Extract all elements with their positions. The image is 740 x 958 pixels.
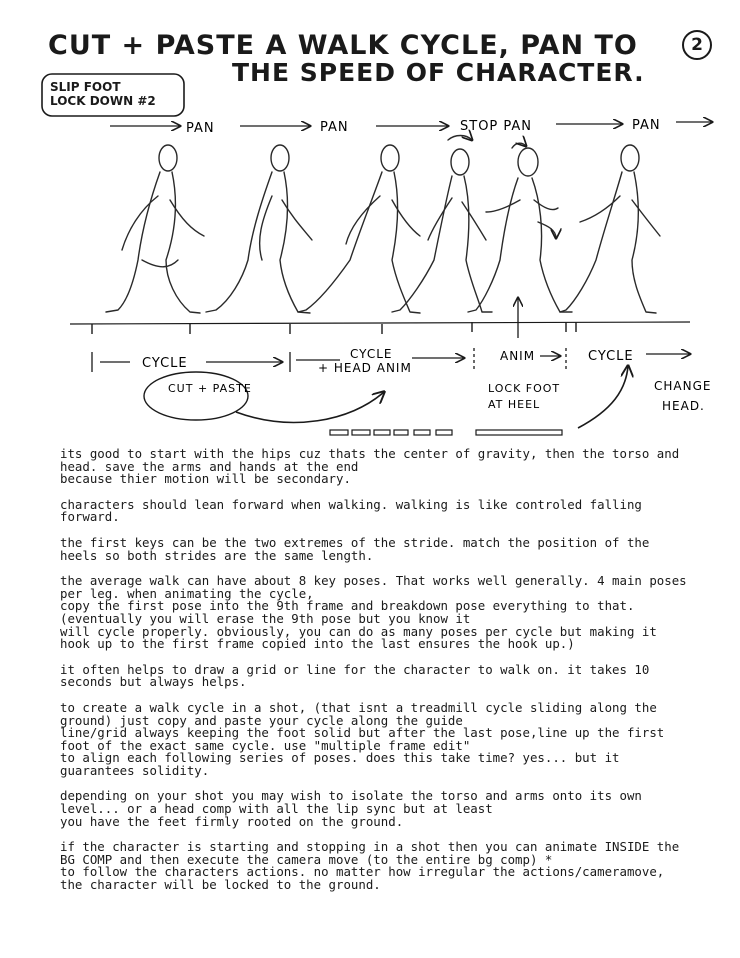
note-paragraph — [60, 841, 700, 891]
pan-label-4: PAN — [632, 118, 661, 133]
note-line: per leg. when animating the cycle, — [60, 585, 314, 601]
walk-figure-1 — [106, 145, 204, 313]
note-line: copy the first pose into the 9th frame and breakdown pose everything to that. — [60, 598, 635, 614]
walk-figure-3 — [298, 145, 420, 313]
note-line: head. save the arms and hands at the end — [60, 458, 359, 474]
note-line: line/grid always keeping the foot solid but after the last pose,line up the first — [60, 725, 665, 741]
note-line: heels so both strides are the same length. — [60, 547, 374, 563]
change-head-line-1: CHANGE — [654, 379, 712, 393]
segment-cycle-2: CYCLE — [350, 347, 393, 361]
lock-foot-line-2: AT HEEL — [488, 398, 541, 411]
walk-figure-2 — [206, 145, 312, 313]
walk-cycle-sketch — [0, 100, 740, 445]
tag-line-2: LOCK DOWN #2 — [50, 94, 156, 108]
walk-figure-5 — [468, 143, 572, 312]
note-line: the character will be locked to the ground. — [60, 877, 381, 893]
change-head-line-2: HEAD. — [662, 399, 705, 413]
segment-anim: ANIM — [500, 349, 536, 363]
note-paragraph — [60, 534, 700, 563]
pan-label-1: PAN — [186, 121, 215, 136]
note-line: forward. — [60, 509, 120, 525]
walk-figure-6 — [560, 145, 660, 313]
segment-cycle-1: CYCLE — [142, 356, 188, 371]
note-line: the first keys can be the two extremes of the stride. match the position of the — [60, 534, 650, 550]
note-line: guarantees solidity. — [60, 762, 210, 778]
tag-line-1: SLIP FOOT — [50, 80, 121, 94]
cut-paste-label: CUT + PASTE — [168, 382, 252, 395]
note-line: the average walk can have about 8 key poses. That works well generally. 4 main poses — [60, 573, 687, 589]
page-number: 2 — [682, 30, 712, 60]
note-line: depending on your shot you may wish to isolate the torso and arms onto its own — [60, 788, 642, 804]
page-title-line-2: THE SPEED OF CHARACTER. — [232, 58, 645, 87]
note-paragraph — [60, 661, 700, 690]
lock-foot-line-1: LOCK FOOT — [488, 382, 561, 395]
note-line: to create a walk cycle in a shot, (that isnt a treadmill cycle sliding along the — [60, 699, 657, 715]
pan-label-2: PAN — [320, 120, 349, 135]
notes-body — [60, 448, 700, 905]
note-line: characters should lean forward when walking. walking is like controled falling — [60, 496, 642, 512]
note-line: because thier motion will be secondary. — [60, 471, 351, 487]
page-title-line-1: CUT + PASTE A WALK CYCLE, PAN TO — [48, 30, 638, 61]
note-line: BG COMP and then execute the camera move (to the entire bg comp) * — [60, 851, 553, 867]
note-line: hook up to the first frame copied into the last ensures the hook up.) — [60, 636, 575, 652]
note-line: you have the feet firmly rooted on the ground. — [60, 813, 404, 829]
note-paragraph — [60, 448, 700, 486]
note-line: foot of the exact same cycle. use "multiple frame edit" — [60, 737, 471, 753]
note-line: seconds but always helps. — [60, 674, 247, 690]
note-paragraph — [60, 575, 700, 651]
note-paragraph — [60, 496, 700, 525]
note-paragraph — [60, 699, 700, 778]
note-line: it often helps to draw a grid or line for the character to walk on. it takes 10 — [60, 661, 650, 677]
pan-label-3: STOP PAN — [460, 119, 533, 134]
note-line: ground) just copy and paste your cycle along the guide — [60, 712, 463, 728]
note-line: if the character is starting and stopping in a shot then you can animate INSIDE the — [60, 839, 680, 855]
ground-line — [70, 322, 690, 324]
note-line: (eventually you will erase the 9th pose but you know it — [60, 610, 471, 626]
note-paragraph — [60, 790, 700, 828]
segment-head-anim: + HEAD ANIM — [318, 361, 412, 375]
note-line: will cycle properly. obviously, you can do as many poses per cycle but making it — [60, 623, 657, 639]
note-line: level... or a head comp with all the lip sync but at least — [60, 801, 493, 817]
note-line: to align each following series of poses. does this take time? yes... but it — [60, 750, 620, 766]
note-line: to follow the characters actions. no matter how irregular the actions/cameramove, — [60, 864, 665, 880]
timeline-dashes — [330, 430, 562, 435]
segment-cycle-3: CYCLE — [588, 349, 634, 364]
note-line: its good to start with the hips cuz thats the center of gravity, then the torso and — [60, 446, 680, 461]
cut-paste-bubble — [144, 372, 248, 420]
